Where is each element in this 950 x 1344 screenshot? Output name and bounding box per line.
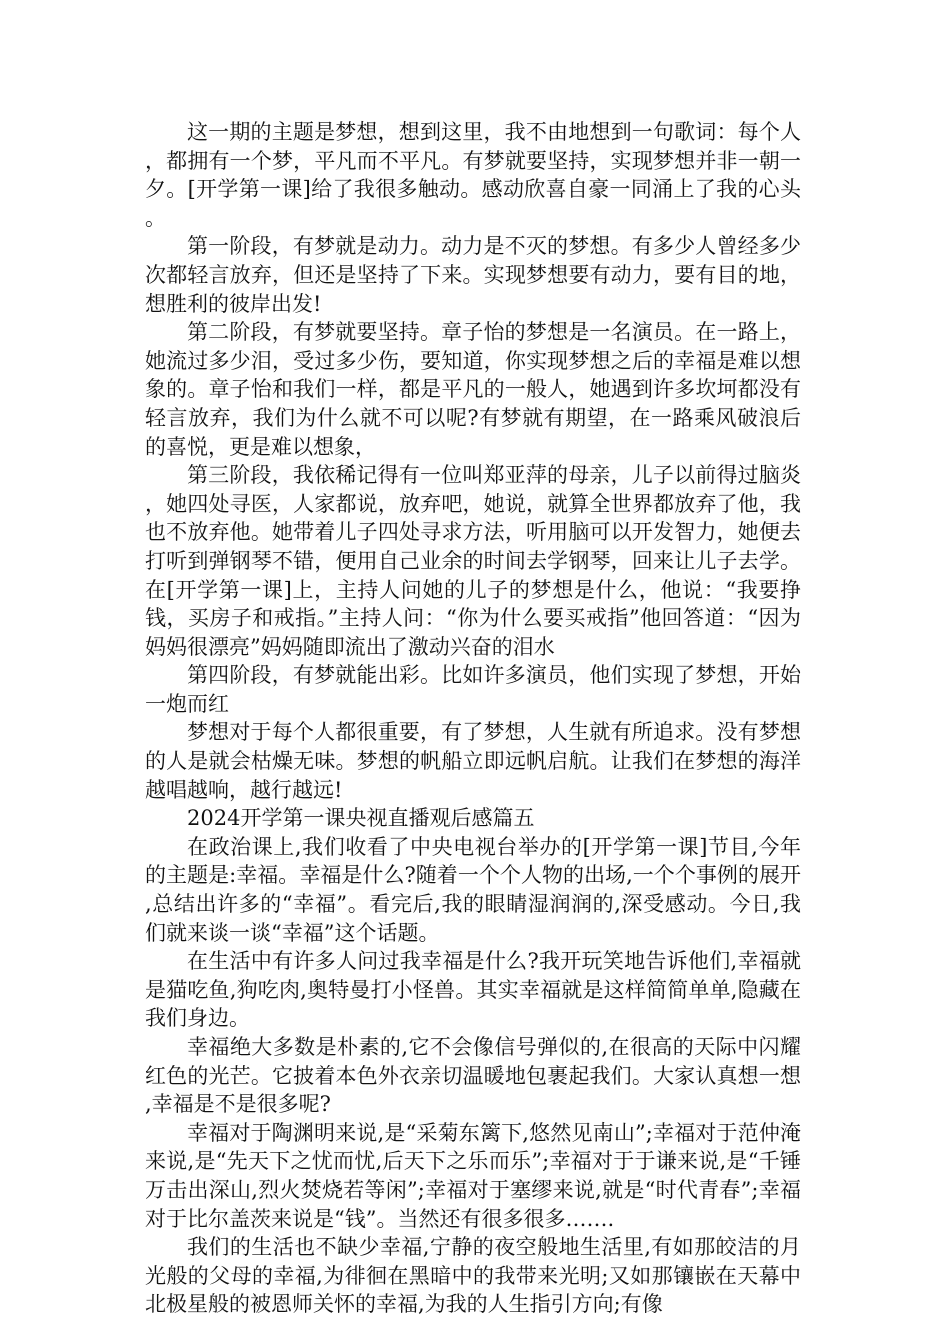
- paragraph-happiness-intro: 在政治课上,我们收看了中央电视台举办的[开学第一课]节目,今年的主题是:幸福。幸福是什么?随着一个个人物的出场,一个个事例的展开,总结出许多的“幸福”。看完后,我的眼睛湿润润的,深受感动。今日,我们就来谈一谈“幸福”这个话题。: [145, 834, 801, 945]
- paragraph-intro: 这一期的主题是梦想，想到这里，我不由地想到一句歌词：每个人，都拥有一个梦，平凡而不平凡。有梦就要坚持，实现梦想并非一朝一夕。[开学第一课]给了我很多触动。感动欣喜自豪一同涌上了我的心头。: [145, 120, 801, 230]
- paragraph-stage-two: 第二阶段，有梦就要坚持。章子怡的梦想是一名演员。在一路上，她流过多少泪，受过多少伤，要知道，你实现梦想之后的幸福是难以想象的。章子怡和我们一样，都是平凡的一般人，她遇到许多坎坷都没有轻言放弃，我们为什么就不可以呢?有梦就有期望，在一路乘风破浪后的喜悦，更是难以想象，: [145, 320, 801, 459]
- paragraph-conclusion: 梦想对于每个人都很重要，有了梦想，人生就有所追求。没有梦想的人是就会枯燥无味。梦想的帆船立即远帆启航。让我们在梦想的海洋越唱越响，越行越远!: [145, 720, 801, 802]
- paragraph-happiness-life: 在生活中有许多人问过我幸福是什么?我开玩笑地告诉他们,幸福就是猫吃鱼,狗吃肉,奥特曼打小怪兽。其实幸福就是这样简简单单,隐藏在我们身边。: [145, 949, 801, 1031]
- paragraph-stage-one: 第一阶段，有梦就是动力。动力是不灭的梦想。有多少人曾经多少次都轻言放弃，但还是坚持了下来。实现梦想要有动力，要有目的地，想胜利的彼岸出发!: [145, 234, 801, 316]
- document-body: [145, 118, 801, 1319]
- paragraph-stage-four: 第四阶段，有梦就能出彩。比如许多演员，他们实现了梦想，开始一炮而红: [145, 663, 801, 716]
- paragraph-happiness-plain: 幸福绝大多数是朴素的,它不会像信号弹似的,在很高的天际中闪耀红色的光芒。它披着本色外衣亲切温暖地包裹起我们。大家认真想一想,幸福是不是很多呢?: [145, 1035, 801, 1117]
- paragraph-happiness-examples: 幸福对于陶渊明来说,是“采菊东篱下,悠然见南山”;幸福对于范仲淹来说,是“先天下之忧而忧,后天下之乐而乐”;幸福对于于谦来说,是“千锤万击出深山,烈火焚烧若等闲”;幸福对于塞缪来说,就是“时代青春”;幸福对于比尔盖茨来说是“钱”。当然还有很多很多…….: [145, 1120, 801, 1231]
- paragraph-happiness-ours: 我们的生活也不缺少幸福,宁静的夜空般地生活里,有如那皎洁的月光般的父母的幸福,为徘徊在黑暗中的我带来光明;又如那镶嵌在天幕中北极星般的被恩师关怀的幸福,为我的人生指引方向;有像: [145, 1235, 801, 1317]
- paragraph-stage-three: 第三阶段，我依稀记得有一位叫郑亚萍的母亲，儿子以前得过脑炎，她四处寻医，人家都说，放弃吧，她说，就算全世界都放弃了他，我也不放弃他。她带着儿子四处寻求方法，听用脑可以开发智力，她便去打听到弹钢琴不错，便用自己业余的时间去学钢琴，回来让儿子去学。在[开学第一课]上，主持人问她的儿子的梦想是什么，他说：“我要挣钱，买房子和戒指。”主持人问：“你为什么要买戒指”他回答道：“因为妈妈很漂亮”妈妈随即流出了激动兴奋的泪水: [145, 463, 801, 659]
- section-heading: 2024开学第一课央视直播观后感篇五: [187, 806, 535, 831]
